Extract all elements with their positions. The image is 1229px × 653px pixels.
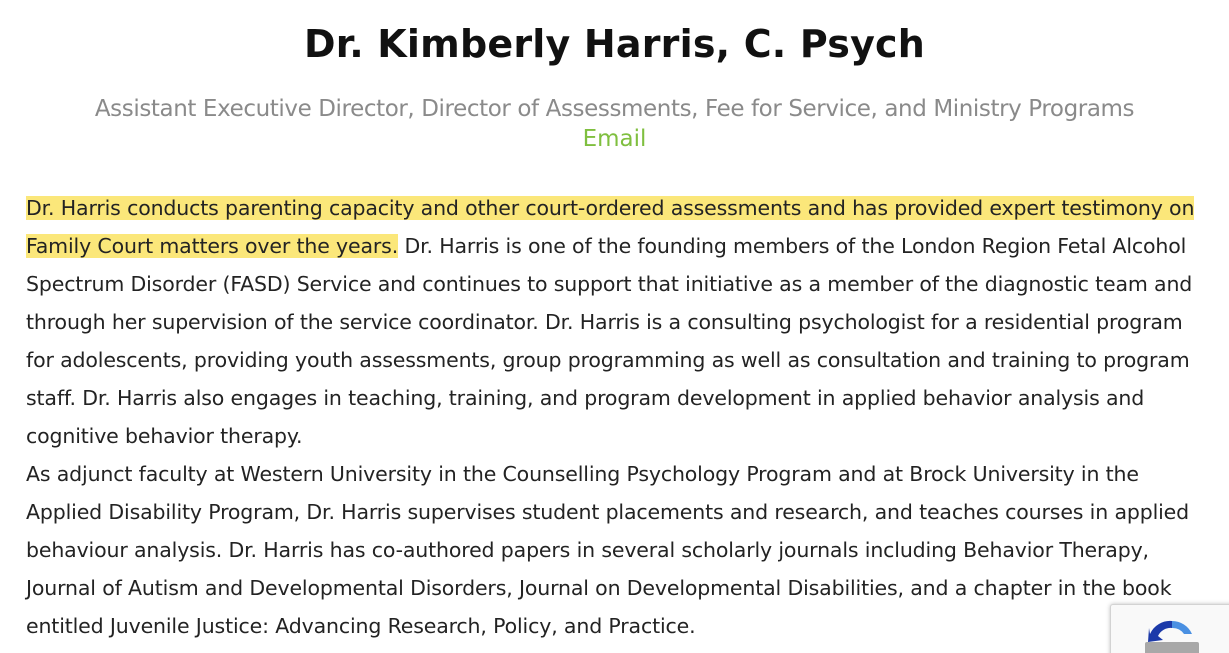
profile-name: Dr. Kimberly Harris, C. Psych bbox=[303, 22, 926, 66]
profile-title: Assistant Executive Director, Director of Assessments, Fee for Service, and Ministry Programs bbox=[94, 96, 1135, 122]
bio-paragraph-2: As adjunct faculty at Western University in the Counselling Psychology Program and at Brock University in the Applied Disability Program, Dr. Harris supervises student placements and research, and teaches courses in applied behaviour analysis. Dr. Harris has co-authored papers in several scholarly journals including Behavior Therapy, Journal of Autism and Developmental Disorders, Journal on Developmental Disabilities, and a chapter in the book entitled Juvenile Justice: Advancing Research, Policy, and Practice. bbox=[26, 462, 1189, 638]
bio-paragraph-1-text: Dr. Harris is one of the founding members of the London Region Fetal Alcohol Spectrum Disorder (FASD) Service and continues to support that initiative as a member of the diagnostic team and through her supervision of the service coordinator. Dr. Harris is a consulting psychologist for a residential program for adolescents, providing youth assessments, group programming as well as consultation and training to program staff. Dr. Harris also engages in teaching, training, and program development in applied behavior analysis and cognitive behavior therapy. bbox=[26, 234, 1193, 448]
recaptcha-icon bbox=[1137, 615, 1207, 653]
bio-section bbox=[26, 189, 1201, 645]
bio-paragraph-1 bbox=[26, 189, 1201, 455]
recaptcha-badge[interactable] bbox=[1110, 604, 1229, 653]
bio-highlighted-text: Dr. Harris conducts parenting capacity and other court-ordered assessments and has provided expert testimony on Family Court matters over the years. bbox=[26, 196, 1195, 258]
email-link[interactable]: Email bbox=[582, 126, 647, 152]
